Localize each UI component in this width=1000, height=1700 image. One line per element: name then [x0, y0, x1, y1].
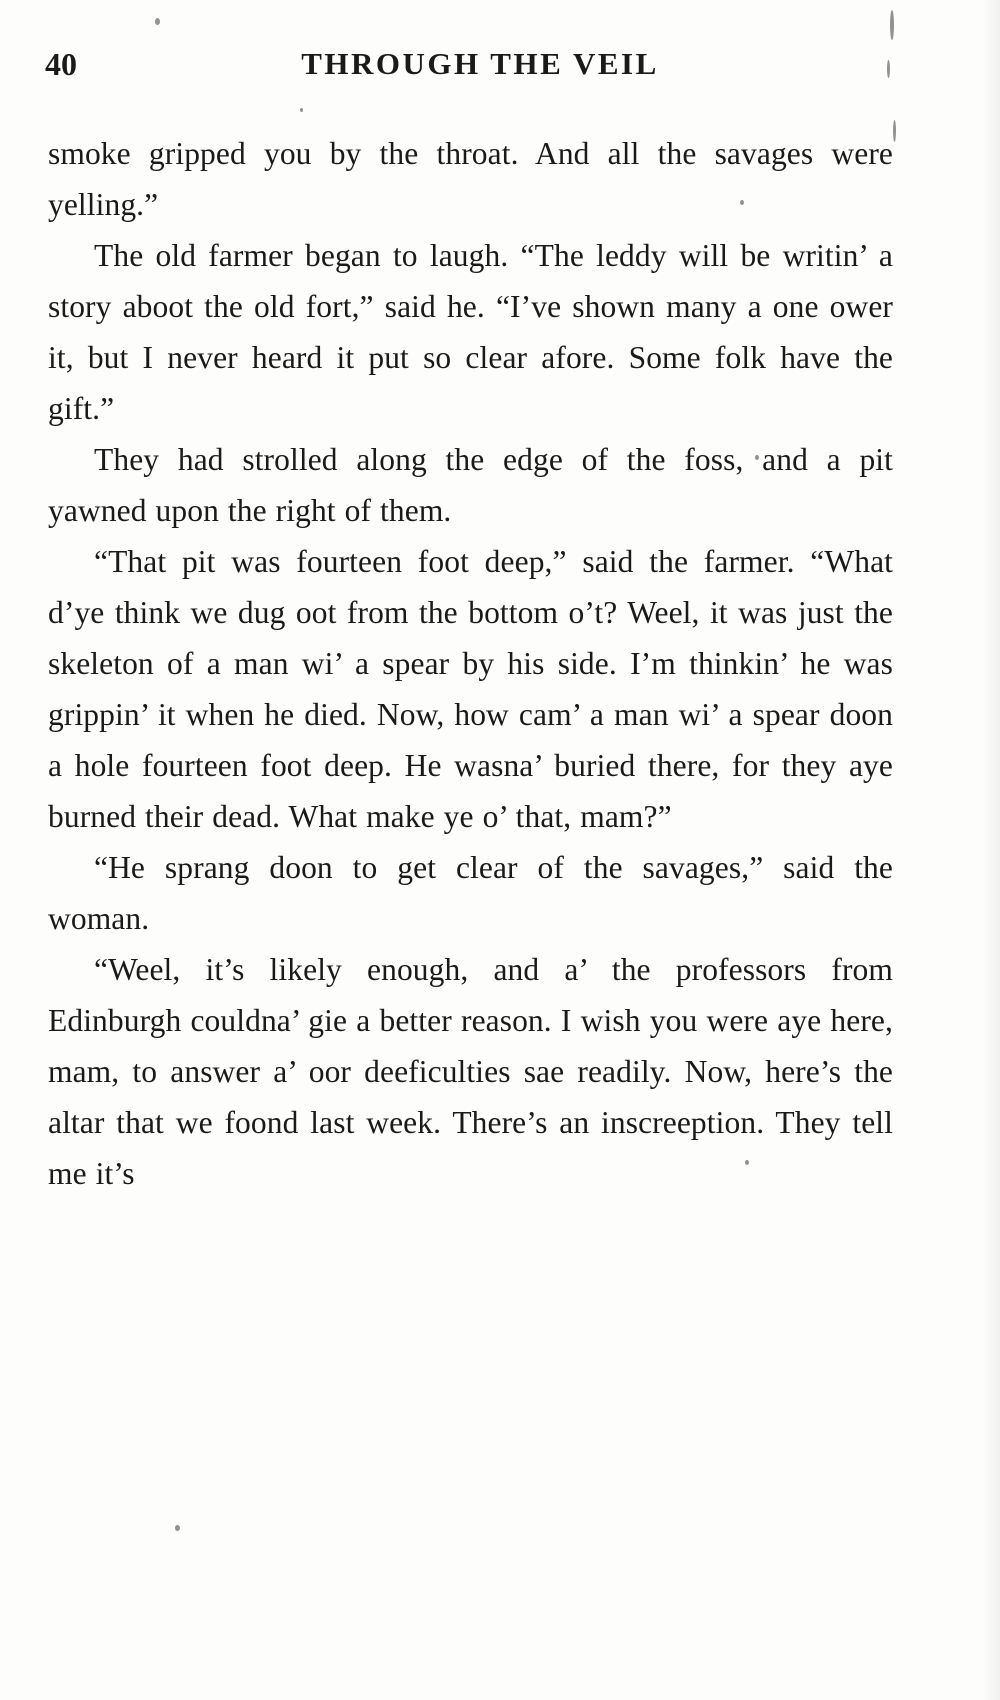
paragraph: “That pit was fourteen foot deep,” said the farmer. “What d’ye think we dug oot from the bottom o’t? Weel, it was just the skeleton of a man wi’ a spear by his side. I’m thinkin’ he was grippin’ it when he died. Now, how cam’ a man wi’ a spear doon a hole fourteen foot deep. He wasna’ buried there, for they aye burned their dead. What make ye o’ that, mam?”: [48, 544, 893, 834]
scan-speck: [300, 108, 303, 112]
page-body: [48, 128, 893, 1199]
scan-edge-shadow: [982, 0, 1000, 1700]
page-header: [45, 38, 915, 98]
paragraph: They had strolled along the edge of the foss, and a pit yawned upon the right of them.: [48, 442, 893, 528]
scan-speck: [890, 10, 894, 40]
paragraph: smoke gripped you by the throat. And all the savages were yelling.”: [48, 136, 893, 222]
running-title: THROUGH THE VEIL: [301, 46, 659, 81]
paragraph: “He sprang doon to get clear of the savages,” said the woman.: [48, 850, 893, 936]
scan-speck: [155, 18, 160, 25]
paragraph: “Weel, it’s likely enough, and a’ the professors from Edinburgh couldna’ gie a better reason. I wish you were aye here, mam, to answer a’ oor deeficulties sae readily. Now, here’s the altar that we foond last week. There’s an inscreeption. They tell me it’s: [48, 952, 893, 1191]
scan-speck: [893, 120, 896, 142]
scan-speck: [175, 1525, 180, 1531]
page-number: 40: [45, 46, 77, 82]
paragraph: The old farmer began to laugh. “The leddy will be writin’ a story aboot the old fort,” said he. “I’ve shown many a one ower it, but I never heard it put so clear afore. Some folk have the gift.”: [48, 238, 893, 426]
